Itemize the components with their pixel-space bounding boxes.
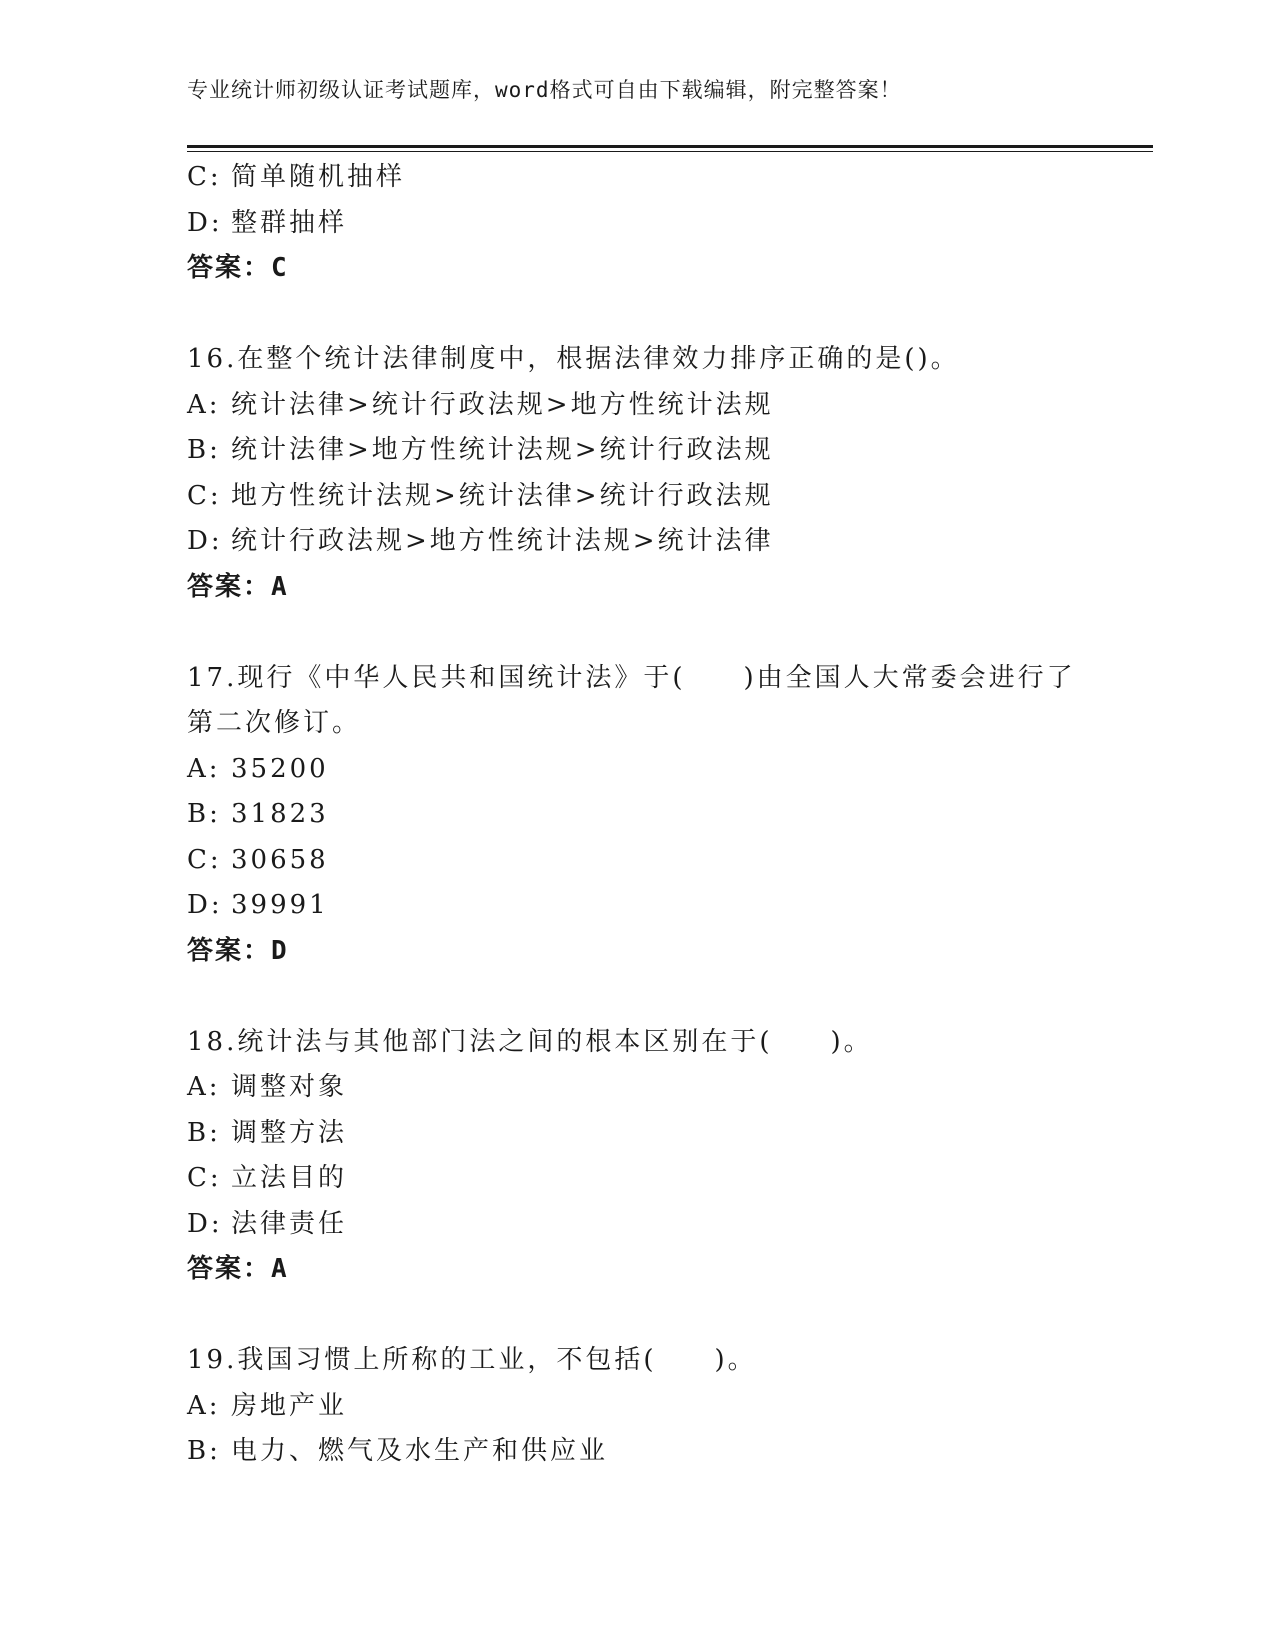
spacer (187, 610, 1117, 656)
page-header: 专业统计师初级认证考试题库，word格式可自由下载编辑，附完整答案！ (187, 78, 902, 102)
question-16 (187, 337, 1117, 610)
option-a: A: 房地产业 (187, 1390, 348, 1421)
option-c: C: 地方性统计法规>统计法律>统计行政法规 (187, 480, 774, 511)
question-stem: 16.在整个统计法律制度中，根据法律效力排序正确的是()。 (187, 344, 960, 374)
answer-line: 答案：D (187, 935, 289, 966)
option-a: A: 统计法律>统计行政法规>地方性统计法规 (187, 389, 774, 420)
option-d: D: 法律责任 (187, 1208, 348, 1239)
option-d: D: 整群抽样 (187, 207, 348, 238)
option-d: D: 统计行政法规>地方性统计法规>统计法律 (187, 526, 774, 556)
question-stem: 17.现行《中华人民共和国统计法》于( )由全国人大常委会进行了 (187, 662, 1076, 693)
question-18 (187, 1020, 1117, 1293)
question-17 (187, 656, 1117, 975)
option-b: B: 调整方法 (187, 1117, 348, 1148)
option-b: B: 电力、燃气及水生产和供应业 (187, 1436, 609, 1466)
answer-line: 答案：C (187, 253, 289, 283)
spacer (187, 292, 1117, 338)
answer-line: 答案：A (187, 1254, 289, 1284)
option-b: B: 统计法律>地方性统计法规>统计行政法规 (187, 435, 774, 465)
question-15-continued (187, 155, 1117, 292)
header-rule-thick (187, 145, 1153, 148)
question-stem: 19.我国习惯上所称的工业，不包括( )。 (187, 1345, 757, 1375)
question-19 (187, 1338, 1117, 1475)
question-list (187, 155, 1117, 1475)
question-stem-continued: 第二次修订。 (187, 708, 362, 738)
option-d: D: 39991 (187, 890, 329, 920)
option-c: C: 30658 (187, 844, 329, 875)
spacer (187, 974, 1117, 1020)
option-a: A: 调整对象 (187, 1072, 348, 1102)
answer-line: 答案：A (187, 571, 289, 602)
option-b: B: 31823 (187, 799, 329, 829)
question-stem: 18.统计法与其他部门法之间的根本区别在于( )。 (187, 1026, 873, 1057)
option-c: C: 简单随机抽样 (187, 162, 406, 192)
option-a: A: 35200 (187, 753, 329, 784)
spacer (187, 1293, 1117, 1339)
header-rule-thin (187, 151, 1153, 152)
option-c: C: 立法目的 (187, 1163, 348, 1193)
